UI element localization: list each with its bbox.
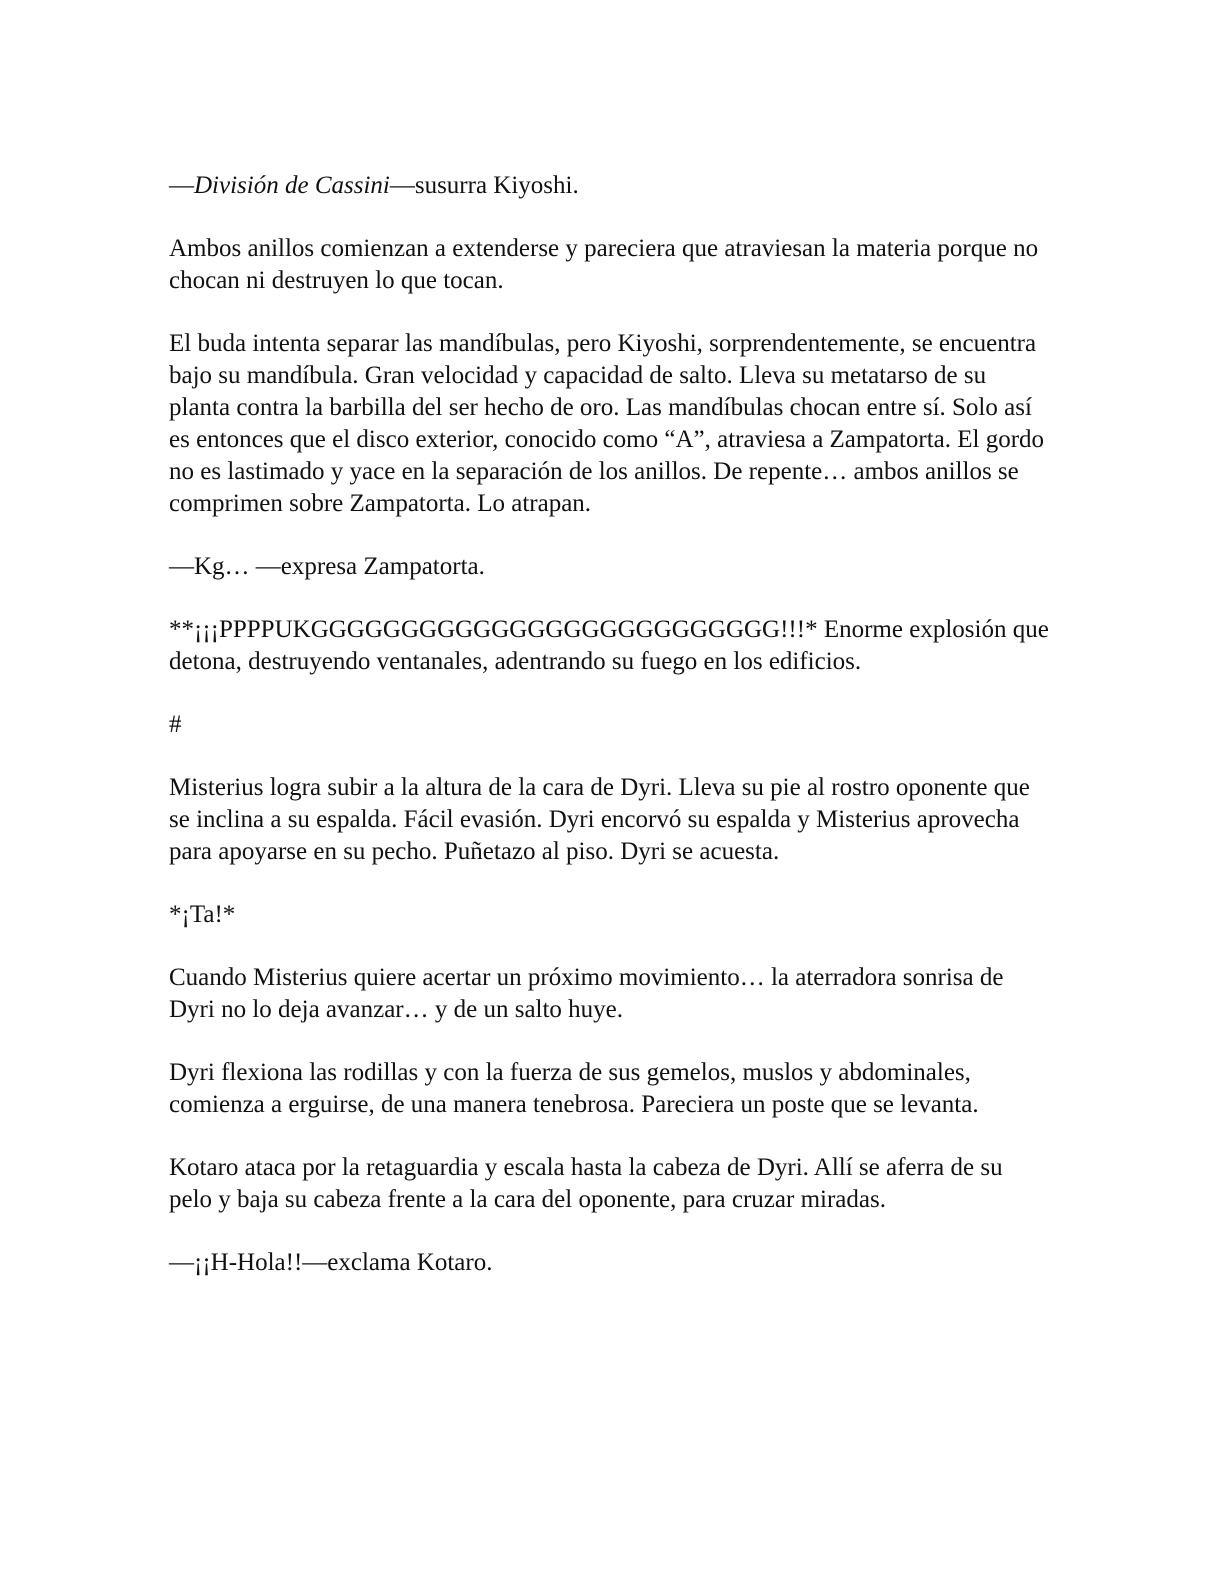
paragraph: El buda intenta separar las mandíbulas, pero Kiyoshi, sorprendentemente, se encuentra bajo su mandíbula. Gran velocidad y capacidad de salto. Lleva su metatarso de su planta contra la barbilla del ser hecho de oro. Las mandíbulas chocan entre sí. Solo así es entonces que el disco exterior, conocido como “A”, atraviesa a Zampatorta. El gordo no es lastimado y yace en la separación de los anillos. De repente… ambos anillos se comprimen sobre Zampatorta. Lo atrapan. [169, 330, 1045, 517]
paragraph-dialogue: —¡¡H-Hola!!—exclama Kotaro. [169, 1249, 493, 1276]
paragraph-sound-effect: **¡¡¡PPPPUKGGGGGGGGGGGGGGGGGGGGGGGGGG!!!* Enorme explosión que detona, destruyendo ventanales, adentrando su fuego en los edificios. [169, 616, 1049, 675]
paragraph-dialogue: —Kg… —expresa Zampatorta. [169, 553, 485, 580]
paragraph-sound-effect: *¡Ta!* [169, 901, 236, 928]
text-column [169, 170, 1049, 1279]
dialogue-tag: —susurra Kiyoshi. [389, 172, 579, 199]
paragraph: Ambos anillos comienzan a extenderse y pareciera que atraviesan la materia porque no chocan ni destruyen lo que tocan. [169, 235, 1039, 294]
paragraph-dialogue-kiyoshi [169, 170, 1049, 202]
technique-name: División de Cassini [194, 172, 390, 199]
paragraph: Cuando Misterius quiere acertar un próximo movimiento… la aterradora sonrisa de Dyri no lo deja avanzar… y de un salto huye. [169, 964, 1004, 1023]
paragraph: Kotaro ataca por la retaguardia y escala hasta la cabeza de Dyri. Allí se aferra de su pelo y baja su cabeza frente a la cara del oponente, para cruzar miradas. [169, 1154, 1003, 1213]
paragraph: Misterius logra subir a la altura de la cara de Dyri. Lleva su pie al rostro oponente que se inclina a su espalda. Fácil evasión. Dyri encorvó su espalda y Misterius aprovecha para apoyarse en su pecho. Puñetazo al piso. Dyri se acuesta. [169, 774, 1030, 865]
scene-break: # [169, 711, 182, 738]
dash-prefix: — [169, 172, 194, 199]
paragraph: Dyri flexiona las rodillas y con la fuerza de sus gemelos, muslos y abdominales, comienza a erguirse, de una manera tenebrosa. Pareciera un poste que se levanta. [169, 1059, 979, 1118]
